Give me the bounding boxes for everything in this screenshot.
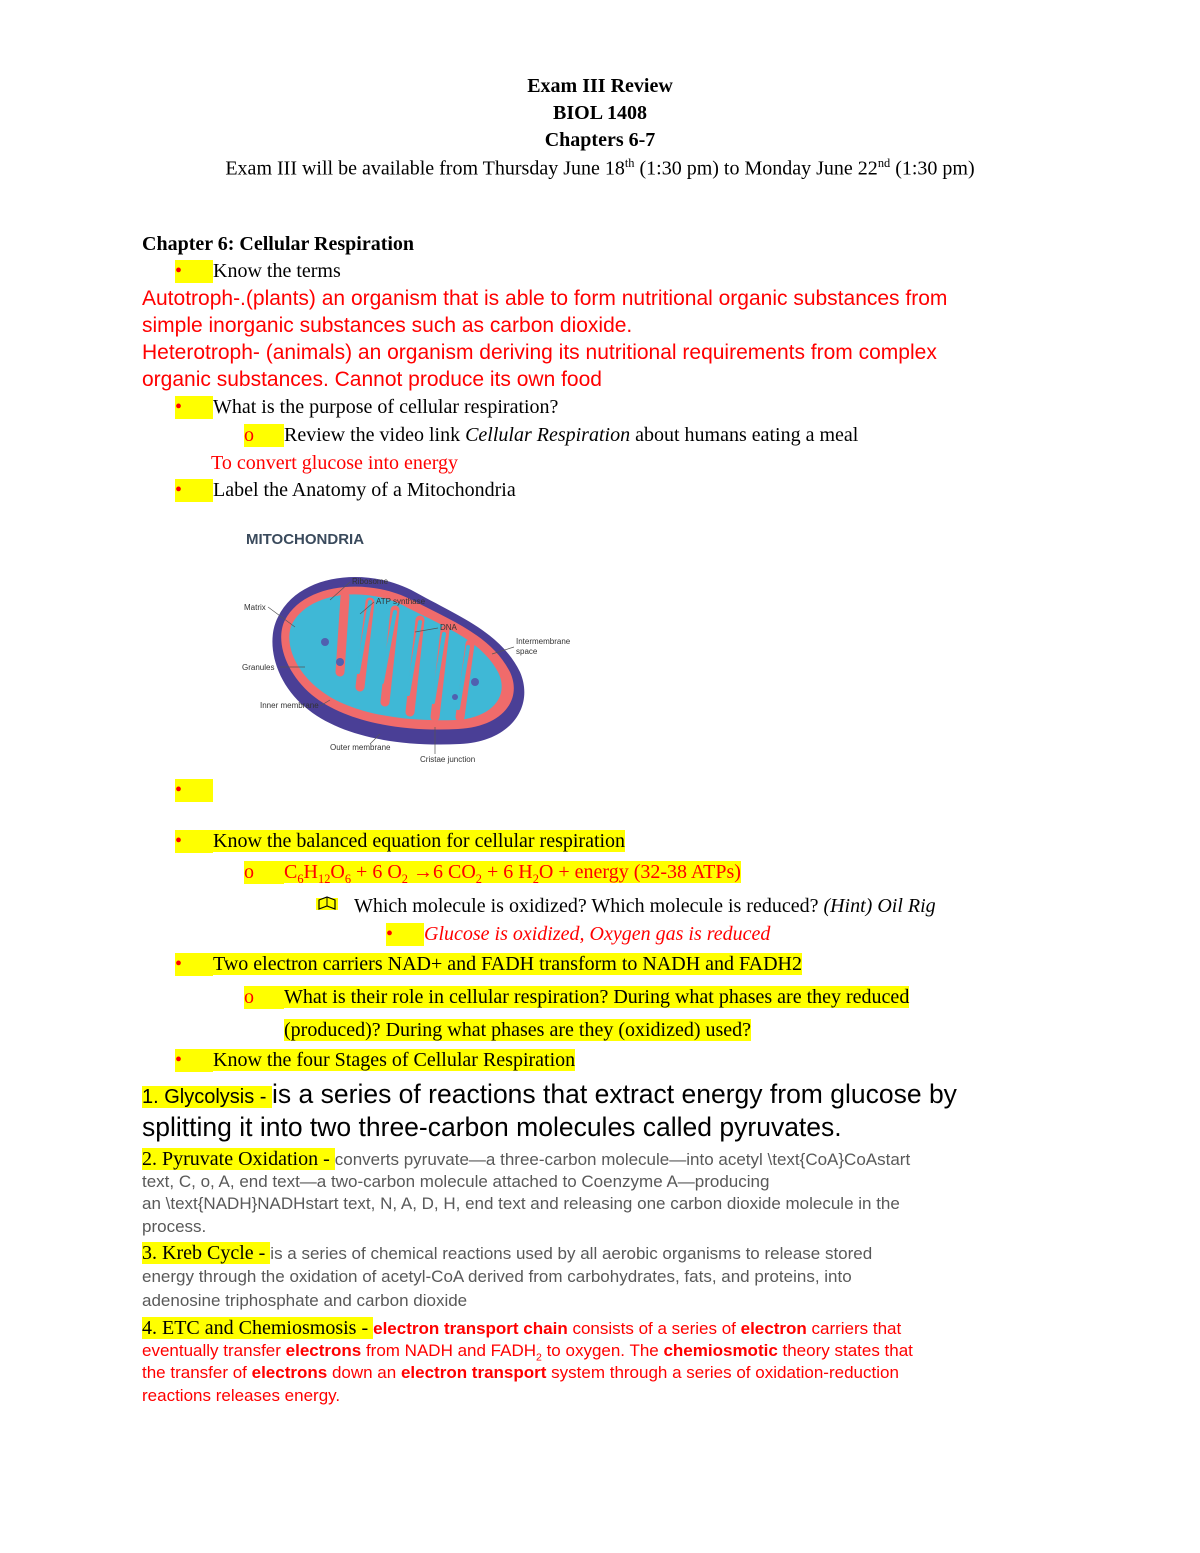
bullet-know-terms: • Know the terms [175,260,341,282]
bullet-label-anatomy: • Label the Anatomy of a Mitochondria [175,479,516,501]
bullet-icon: • [175,779,213,802]
bullet-icon: • [175,396,213,419]
bullet-empty [175,779,213,802]
stage-etc-line-1: 4. ETC and Chemiosmosis - electron transport chain consists of a series of electron carriers that [142,1317,902,1339]
sub-bullet-icon: o [244,986,284,1009]
granule-dot [452,694,458,700]
course-code: BIOL 1408 [553,102,647,124]
label-inner-membrane: Inner membrane [260,701,319,710]
label-intermembrane: Intermembrane [516,637,571,646]
label-granules: Granules [242,663,275,672]
oxidized-answer-line: • Glucose is oxidized, Oxygen gas is reduced [386,923,771,945]
stage-kreb-line-2: energy through the oxidation of acetyl-CoA derived from carbohydrates, fats, and proteins, into [142,1267,852,1286]
chapter-heading: Chapter 6: Cellular Respiration [142,233,415,255]
stage-glycolysis-line-1: 1. Glycolysis - is a series of reactions that extract energy from glucose by [142,1079,957,1109]
bullet-four-stages: • Know the four Stages of Cellular Respiration [175,1049,576,1071]
label-ribosome: Ribosome [352,577,389,586]
granule-dot [336,658,344,666]
bullet-icon: • [175,479,213,502]
bullet-know-equation: • Know the balanced equation for cellular respiration [175,830,626,852]
stage-kreb-line-3: adenosine triphosphate and carbon dioxide [142,1291,468,1310]
stage-glycolysis-line-2: splitting it into two three-carbon molecules called pyruvates. [142,1112,842,1142]
bullet-icon: • [175,953,213,976]
chapters-line: Chapters 6-7 [544,129,656,151]
label-atp-synthase: ATP synthase [376,597,426,606]
label-outer-membrane: Outer membrane [330,743,391,752]
sub-review-video: o Review the video link Cellular Respiration about humans eating a meal [244,424,859,446]
availability-line: Exam III will be available from Thursday June 18th (1:30 pm) to Monday June 22nd (1:30 pm) [225,156,975,180]
bullet-icon: • [175,1049,213,1072]
sub-role-question-2: (produced)? During what phases are they (oxidized) used? [284,1019,752,1041]
bullet-purpose: • What is the purpose of cellular respiration? [175,396,559,418]
stage-pyruvate-line-3: an \text{NADH}NADHstart text, N, A, D, H, end text and releasing one carbon dioxide molecule in the [142,1194,900,1213]
autotroph-def-2: simple inorganic substances such as carbon dioxide. [142,314,633,337]
stage-pyruvate-line-2: text, C, o, A, end text—a two-carbon molecule attached to Coenzyme A—producing [142,1172,770,1191]
label-space: space [516,647,538,656]
bullet-carriers: • Two electron carriers NAD+ and FADH transform to NADH and FADH2 [175,953,803,975]
label-matrix: Matrix [244,603,266,612]
bullet-icon: • [386,923,424,946]
heterotroph-def-1: Heterotroph- (animals) an organism deriving its nutritional requirements from complex [142,341,937,364]
stage-pyruvate-line-1: 2. Pyruvate Oxidation - converts pyruvate—a three-carbon molecule—into acetyl \text{CoA}CoAstart [142,1148,911,1170]
heterotroph-def-2: organic substances. Cannot produce its own food [142,368,602,391]
granule-dot [471,678,479,686]
mitochondria-diagram [230,522,590,772]
stage-etc-line-2: eventually transfer electrons from NADH and $FADH_2$ to oxygen. The chemiosmotic theory states that [142,1341,913,1364]
granule-dot [321,638,329,646]
book-icon [316,895,354,918]
diagram-title: MITOCHONDRIA [246,531,365,548]
stage-kreb-line-1: 3. Kreb Cycle - is a series of chemical reactions used by all aerobic organisms to release stored [142,1242,873,1264]
purpose-answer: To convert glucose into energy [211,452,459,474]
bullet-icon: • [175,260,213,283]
autotroph-def-1: Autotroph-.(plants) an organism that is able to form nutritional organic substances from [142,287,948,310]
sub-bullet-icon: o [244,861,284,884]
which-oxidized-line: Which molecule is oxidized? Which molecule is reduced? (Hint) Oil Rig [316,895,936,918]
label-cristae-junction: Cristae junction [420,755,476,764]
sub-bullet-icon: o [244,424,284,447]
equation-line: o $C_6H_{12}O_6 + 6$ $O_2 \to 6$ $CO_2 + 6$ $H_2O$ + energy (32-38 ATPs) [244,861,741,886]
stage-pyruvate-line-4: process. [142,1217,207,1236]
bullet-icon: • [175,830,213,853]
label-dna: DNA [440,623,457,632]
stage-etc-line-3: the transfer of electrons down an electron transport system through a series of oxidation-reduction [142,1363,899,1382]
doc-title: Exam III Review [527,75,673,97]
stage-etc-line-4: reactions releases energy. [142,1386,341,1405]
sub-role-question-1: o What is their role in cellular respiration? During what phases are they reduced [244,986,910,1008]
